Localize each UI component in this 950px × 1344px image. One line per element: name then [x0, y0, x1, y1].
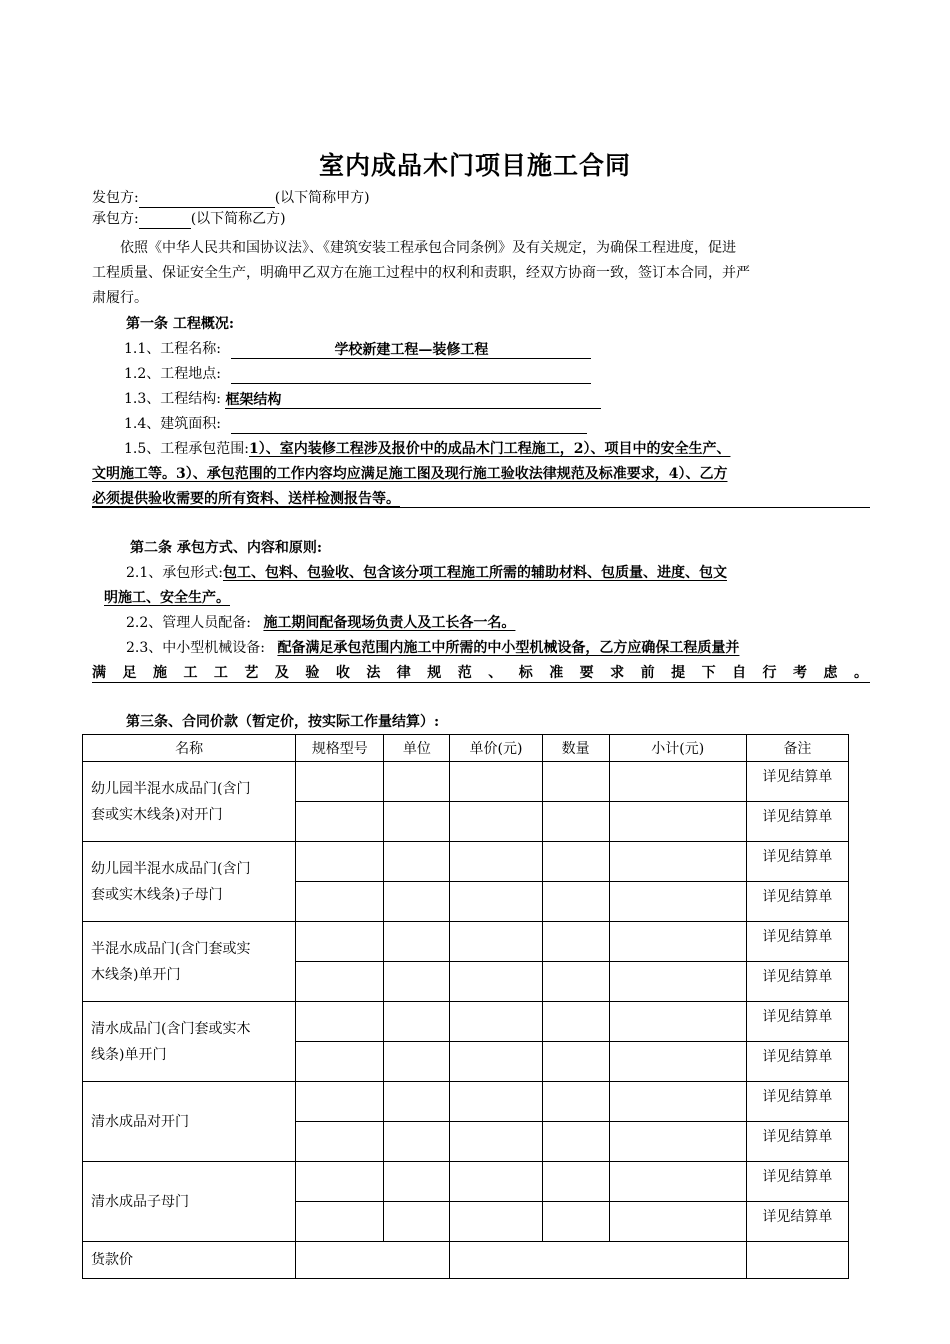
- project-structure-label: 1.3、工程结构:: [124, 391, 221, 407]
- item-name-line: 清水成品对开门: [91, 1113, 189, 1130]
- table-cell: [609, 1082, 746, 1122]
- project-name-line: [124, 339, 591, 359]
- project-area-line: [124, 414, 587, 434]
- table-cell: [384, 842, 450, 882]
- table-cell: [384, 1002, 450, 1042]
- table-cell: [450, 962, 542, 1002]
- table-cell: [450, 1042, 542, 1082]
- table-cell: [542, 1042, 609, 1082]
- table-cell: [450, 762, 542, 802]
- total-row: [83, 1242, 849, 1279]
- table-cell: [384, 962, 450, 1002]
- article3-heading: 第三条、合同价款（暂定价，按实际工作量结算）:: [126, 714, 440, 730]
- table-cell: [296, 922, 384, 962]
- contract-form-text-2: 明施工、安全生产。: [104, 590, 230, 606]
- item-name-line: 幼儿园半混水成品门(含门: [91, 860, 251, 877]
- table-cell: [609, 962, 746, 1002]
- table-row: [83, 842, 849, 882]
- table-cell: [450, 922, 542, 962]
- party-a-label: 发包方:: [92, 190, 139, 206]
- project-area-label: 1.4、建筑面积:: [124, 416, 221, 432]
- item-name: [83, 842, 296, 922]
- item-name-line: 木线条)单开门: [91, 966, 181, 983]
- table-cell: [450, 1202, 542, 1242]
- table-cell: [296, 1162, 384, 1202]
- table-cell: [296, 842, 384, 882]
- item-remark: 详见结算单: [746, 1042, 848, 1082]
- party-b-suffix: (以下简称乙方): [190, 211, 286, 227]
- table-cell: [450, 1162, 542, 1202]
- item-name: [83, 1162, 296, 1242]
- item-remark: 详见结算单: [746, 1122, 848, 1162]
- table-cell: [609, 1202, 746, 1242]
- project-location-line: [124, 364, 591, 384]
- party-a-line: [92, 188, 370, 208]
- preamble-line-2: 工程质量、保证安全生产，明确甲乙双方在施工过程中的权利和责职，经双方协商一致，签订本合同，并严: [92, 265, 750, 281]
- equipment-text-1: 配备满足承包范围内施工中所需的中小型机械设备，乙方应确保工程质量并: [277, 640, 740, 656]
- staff-value: 施工期间配备现场负责人及工长各一名。: [263, 615, 516, 631]
- item-name-line: 线条)单开门: [91, 1046, 167, 1063]
- contract-form-line-1: [126, 563, 727, 583]
- item-remark: 详见结算单: [746, 922, 848, 962]
- equipment-underline: [92, 682, 870, 683]
- project-name-value: 学校新建工程—装修工程: [231, 340, 591, 359]
- item-name-line: 清水成品门(含门套或实木: [91, 1020, 251, 1037]
- document-title: 室内成品木门项目施工合同: [318, 151, 631, 180]
- table-cell: [450, 1122, 542, 1162]
- item-name: [83, 1002, 296, 1082]
- table-cell: [609, 762, 746, 802]
- table-row: [83, 1162, 849, 1202]
- table-cell: [384, 922, 450, 962]
- table-cell: [542, 1162, 609, 1202]
- table-cell: [542, 922, 609, 962]
- table-cell: [384, 802, 450, 842]
- contract-form-label: 2.1、承包形式:: [126, 565, 223, 581]
- table-cell: [542, 1002, 609, 1042]
- scope-underline: [92, 507, 870, 508]
- table-header-row: [83, 735, 849, 762]
- table-cell: [609, 1162, 746, 1202]
- table-cell: [384, 1122, 450, 1162]
- total-label: 货款价: [83, 1242, 296, 1279]
- table-row: [83, 1002, 849, 1042]
- item-remark: 详见结算单: [746, 1002, 848, 1042]
- table-cell: [384, 1162, 450, 1202]
- table-cell: [296, 762, 384, 802]
- table-row: [83, 1082, 849, 1122]
- table-cell: [296, 1042, 384, 1082]
- table-cell: [609, 802, 746, 842]
- table-cell: [609, 1002, 746, 1042]
- header-spec: 规格型号: [296, 735, 384, 762]
- header-name: 名称: [83, 735, 296, 762]
- table-cell: [296, 962, 384, 1002]
- item-name-line: 清水成品子母门: [91, 1193, 189, 1210]
- header-unit-price: 单价(元): [450, 735, 542, 762]
- equipment-label: 2.3、中小型机械设备:: [126, 640, 265, 656]
- table-cell: [450, 882, 542, 922]
- item-remark: 详见结算单: [746, 1202, 848, 1242]
- table-cell: [542, 1122, 609, 1162]
- table-cell: [450, 802, 542, 842]
- item-name: [83, 762, 296, 842]
- total-cell: [296, 1242, 450, 1279]
- party-b-blank: [139, 210, 191, 229]
- scope-text-3: 必须提供验收需要的所有资料、送样检测报告等。: [92, 491, 400, 507]
- table-cell: [609, 882, 746, 922]
- total-value: [450, 1242, 746, 1279]
- table-cell: [542, 1082, 609, 1122]
- table-cell: [384, 1042, 450, 1082]
- table-cell: [296, 1002, 384, 1042]
- project-name-label: 1.1、工程名称:: [124, 341, 221, 357]
- header-subtotal: 小计(元): [609, 735, 746, 762]
- table-cell: [542, 802, 609, 842]
- table-cell: [450, 842, 542, 882]
- price-table: [82, 734, 849, 1279]
- item-name-line: 幼儿园半混水成品门(含门: [91, 780, 251, 797]
- item-remark: 详见结算单: [746, 802, 848, 842]
- party-a-blank: [139, 189, 275, 208]
- header-remark: 备注: [746, 735, 848, 762]
- table-cell: [542, 762, 609, 802]
- table-cell: [384, 1082, 450, 1122]
- article1-heading: 第一条 工程概况:: [126, 316, 235, 332]
- item-remark: 详见结算单: [746, 1162, 848, 1202]
- table-cell: [542, 1202, 609, 1242]
- item-remark: 详见结算单: [746, 1082, 848, 1122]
- item-name-line: 套或实木线条)对开门: [91, 806, 223, 823]
- scope-label: 1.5、工程承包范围:: [124, 441, 249, 457]
- table-cell: [609, 922, 746, 962]
- table-row: [83, 762, 849, 802]
- staff-line: [126, 613, 515, 633]
- table-cell: [384, 882, 450, 922]
- header-quantity: 数量: [542, 735, 609, 762]
- table-row: [83, 922, 849, 962]
- scope-text-1: 1）、室内装修工程涉及报价中的成品木门工程施工，2）、项目中的安全生产、: [248, 441, 731, 457]
- preamble-line-3: 肃履行。: [92, 290, 148, 306]
- item-name-line: 半混水成品门(含门套或实: [91, 940, 251, 957]
- item-remark: 详见结算单: [746, 882, 848, 922]
- article2-heading: 第二条 承包方式、内容和原则:: [130, 540, 323, 556]
- project-location-blank: [231, 365, 591, 384]
- equipment-text-2: 满足施工工艺及验收法律规范、标准要求前提下自行考虑。: [92, 665, 870, 681]
- item-name: [83, 1082, 296, 1162]
- header-unit: 单位: [384, 735, 450, 762]
- table-cell: [609, 1122, 746, 1162]
- scope-line-1: [124, 439, 730, 459]
- item-remark: 详见结算单: [746, 762, 848, 802]
- project-location-label: 1.2、工程地点:: [124, 366, 221, 382]
- party-b-label: 承包方:: [92, 211, 139, 227]
- table-cell: [542, 882, 609, 922]
- table-cell: [542, 842, 609, 882]
- staff-label: 2.2、管理人员配备:: [126, 615, 251, 631]
- table-cell: [296, 1122, 384, 1162]
- table-cell: [609, 842, 746, 882]
- contract-form-text-1: 包工、包料、包验收、包含该分项工程施工所需的辅助材料、包质量、进度、包文: [222, 565, 727, 581]
- table-cell: [384, 762, 450, 802]
- item-remark: 详见结算单: [746, 962, 848, 1002]
- project-structure-line: [124, 389, 601, 409]
- item-remark: 详见结算单: [746, 842, 848, 882]
- table-cell: [384, 1202, 450, 1242]
- total-remark: [746, 1242, 848, 1279]
- scope-text-2: 文明施工等。3）、承包范围的工作内容均应满足施工图及现行施工验收法律规范及标准要求，4）、乙方: [92, 466, 728, 482]
- project-structure-value: 框架结构: [225, 390, 601, 409]
- preamble-line-1: 依照《中华人民共和国协议法》、《建筑安装工程承包合同条例》及有关规定，为确保工程进度，促进: [120, 240, 736, 256]
- table-cell: [450, 1002, 542, 1042]
- table-cell: [542, 962, 609, 1002]
- equipment-line-1: [126, 638, 739, 658]
- table-cell: [450, 1082, 542, 1122]
- table-cell: [609, 1042, 746, 1082]
- table-cell: [296, 882, 384, 922]
- table-cell: [296, 1082, 384, 1122]
- item-name: [83, 922, 296, 1002]
- item-name-line: 套或实木线条)子母门: [91, 886, 223, 903]
- party-b-line: [92, 209, 286, 229]
- table-cell: [296, 802, 384, 842]
- project-area-blank: [231, 415, 587, 434]
- table-cell: [296, 1202, 384, 1242]
- party-a-suffix: (以下简称甲方): [274, 190, 370, 206]
